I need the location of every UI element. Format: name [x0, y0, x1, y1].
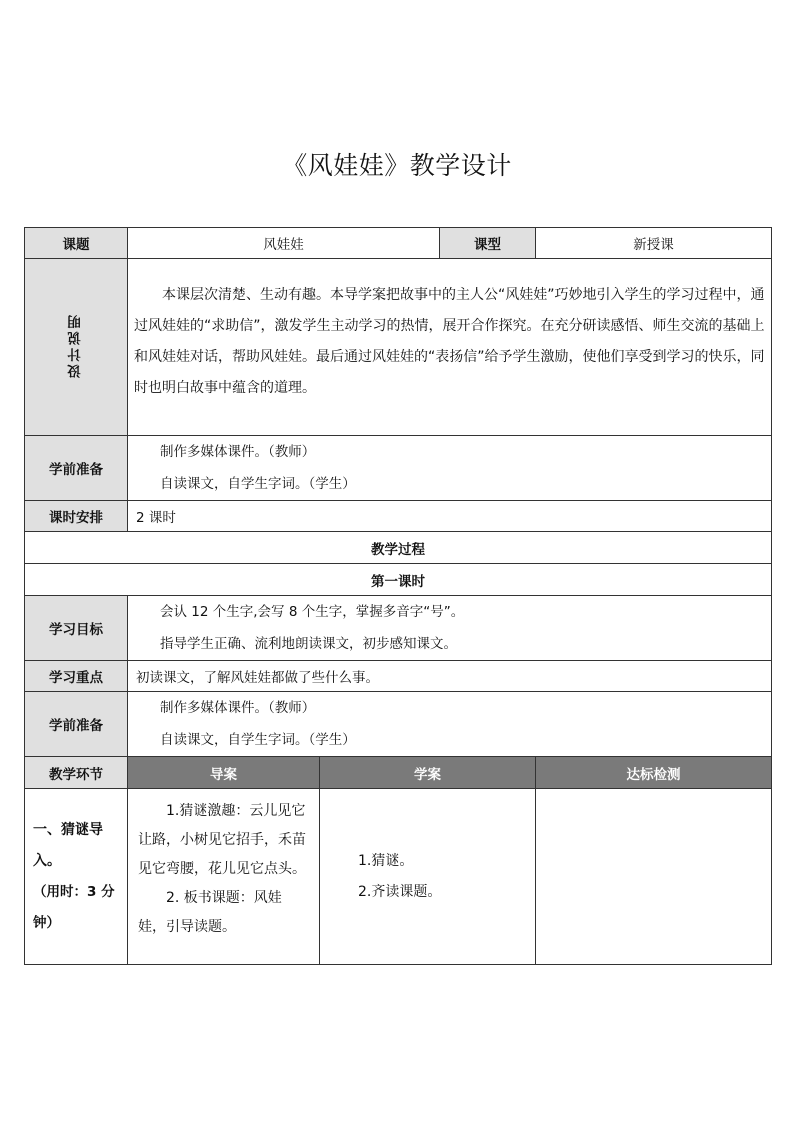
row-prep1 [25, 436, 772, 501]
focus-value: 初读课文，了解风娃娃都做了些什么事。 [128, 661, 772, 692]
section1-daoan-1: 1.猜谜激趣：云儿见它让路，小树见它招手，禾苗见它弯腰，花儿见它点头。 [138, 803, 306, 877]
section1-name: 一、猜谜导入。 [33, 821, 103, 869]
schedule-value: 2 课时 [128, 501, 772, 532]
goals-line-2: 指导学生正确、流利地朗读课文，初步感知课文。 [160, 636, 457, 652]
design-label-cell [25, 259, 128, 436]
goals-label: 学习目标 [25, 596, 128, 661]
dabiao-header: 达标检测 [536, 757, 772, 789]
section1-xuean-2: 2.齐读课题。 [358, 883, 442, 900]
daoan-header: 导案 [128, 757, 320, 789]
section1-time: （用时：3 分钟） [33, 883, 115, 931]
row-design [25, 259, 772, 436]
row-goals [25, 596, 772, 661]
row-stage-header [25, 757, 772, 789]
section1-daoan-2: 2. 板书课题：风娃娃，引导读题。 [138, 890, 282, 935]
row-schedule [25, 501, 772, 532]
row-process-title [25, 532, 772, 564]
prep1-line-2: 自读课文，自学生字词。（学生） [160, 476, 356, 492]
stage-label: 教学环节 [25, 757, 128, 789]
prep2-label: 学前准备 [25, 692, 128, 757]
schedule-label: 课时安排 [25, 501, 128, 532]
row-focus [25, 661, 772, 692]
design-label: 设计说明 [68, 312, 84, 378]
prep2-line-1: 制作多媒体课件。（教师） [160, 700, 316, 716]
process-title: 教学过程 [25, 532, 772, 564]
prep1-line-1: 制作多媒体课件。（教师） [160, 444, 316, 460]
topic-value: 风娃娃 [128, 228, 440, 259]
row-topic [25, 228, 772, 259]
prep1-content [128, 436, 772, 501]
lesson-type-value: 新授课 [536, 228, 772, 259]
page-title: 《风娃娃》教学设计 [282, 151, 512, 180]
prep2-content [128, 692, 772, 757]
design-text: 本课层次清楚、生动有趣。本导学案把故事中的主人公“风娃娃”巧妙地引入学生的学习过程中，通过风娃娃的“求助信”，激发学生主动学习的热情，展开合作探究。在充分研读感悟、师生交流的基础上和风娃娃对话，帮助风娃娃。最后通过风娃娃的“表扬信”给予学生激励，使他们享受到学习的快乐，同时也明白故事中蕴含的道理。 [134, 287, 765, 396]
goals-content [128, 596, 772, 661]
xuean-header: 学案 [320, 757, 536, 789]
lesson1-title: 第一课时 [25, 564, 772, 596]
topic-label: 课题 [25, 228, 128, 259]
row-lesson1-title [25, 564, 772, 596]
section1-xuean-1: 1.猜谜。 [358, 852, 414, 869]
lesson-plan-table [24, 227, 772, 965]
row-prep2 [25, 692, 772, 757]
section1-label-cell [25, 789, 128, 965]
focus-label: 学习重点 [25, 661, 128, 692]
goals-line-1: 会认 12 个生字,会写 8 个生字，掌握多音字“号”。 [160, 604, 465, 620]
design-text-cell [128, 259, 772, 436]
lesson-type-label: 课型 [440, 228, 536, 259]
row-section1 [25, 789, 772, 965]
section1-xuean [320, 789, 536, 965]
section1-dabiao [536, 789, 772, 965]
prep1-label: 学前准备 [25, 436, 128, 501]
section1-daoan [128, 789, 320, 965]
prep2-line-2: 自读课文，自学生字词。（学生） [160, 732, 356, 748]
